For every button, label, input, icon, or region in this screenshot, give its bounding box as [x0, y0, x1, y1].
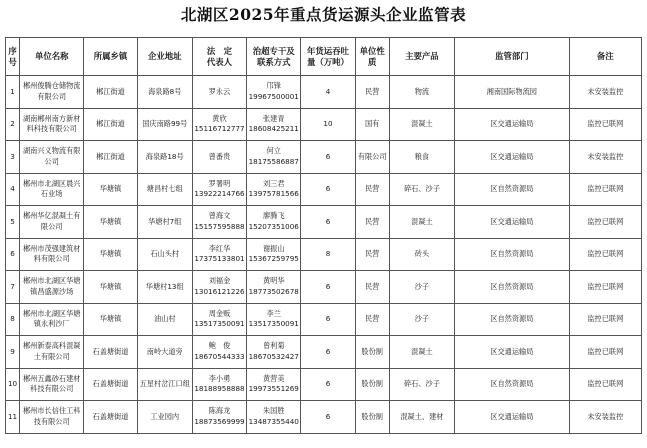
cell-remark: 未安装监控: [569, 76, 641, 109]
cell-town: 郴江街道: [84, 141, 137, 174]
cell-contact: 黄营美 19973551269: [247, 368, 301, 401]
cell-representative: 罗永云: [192, 76, 246, 109]
cell-nature: 有限公司: [355, 141, 389, 174]
cell-contact: 谢振山 15367259795: [247, 238, 301, 271]
cell-contact: 廖腾飞 15207351006: [247, 206, 301, 239]
cell-representative: 周金贩 13517350091: [192, 303, 246, 336]
header-seq: 序号: [6, 38, 20, 76]
cell-department: 区交通运输局: [455, 336, 570, 369]
cell-nature: 民营: [355, 206, 389, 239]
cell-representative: 黄欣 15116712777: [192, 108, 246, 141]
cell-seq: 5: [6, 206, 20, 239]
cell-volume: 4: [301, 76, 355, 109]
cell-nature: 国有: [355, 108, 389, 141]
cell-department: 湘南国际物流园: [455, 76, 570, 109]
cell-unit-name: 郴州市茂强建筑材料有限公司: [20, 238, 84, 271]
cell-unit-name: 郴州华亿混凝土有限公司: [20, 206, 84, 239]
cell-seq: 9: [6, 336, 20, 369]
cell-product: 碎石、沙子: [389, 368, 454, 401]
table-row: [6, 336, 642, 369]
cell-unit-name: 郴州市北湖区晨兴石业场: [20, 173, 84, 206]
cell-town: 华塘镇: [84, 271, 137, 304]
header-nature: 单位性 质: [355, 38, 389, 76]
cell-remark: 监控已联网: [569, 368, 641, 401]
cell-town: 郴江街道: [84, 108, 137, 141]
cell-volume: 6: [301, 303, 355, 336]
cell-remark: 监控已联网: [569, 206, 641, 239]
table-row: [6, 271, 642, 304]
cell-department: 区交通运输局: [455, 206, 570, 239]
cell-remark: 未安装监控: [569, 141, 641, 174]
cell-contact: 张建青 18608425211: [247, 108, 301, 141]
cell-volume: 6: [301, 368, 355, 401]
cell-seq: 2: [6, 108, 20, 141]
cell-remark: 监控已联网: [569, 173, 641, 206]
cell-representative: 陈海龙 18873569999: [192, 401, 246, 434]
cell-department: 区自然资源局: [455, 173, 570, 206]
cell-product: 碎石、沙子: [389, 173, 454, 206]
cell-department: 区自然资源局: [455, 303, 570, 336]
cell-representative: 曾海文 15157595888: [192, 206, 246, 239]
cell-representative: 李红华 17375133801: [192, 238, 246, 271]
header-volume: 年货运吞吐 量（万吨）: [301, 38, 355, 76]
cell-address: 塘昌村七组: [137, 173, 192, 206]
cell-nature: 民营: [355, 173, 389, 206]
cell-product: 沙子: [389, 271, 454, 304]
table-row: [6, 401, 642, 434]
cell-address: 油山村: [137, 303, 192, 336]
table-row: [6, 303, 642, 336]
table-row: [6, 173, 642, 206]
cell-representative: 刘福金 13016121226: [192, 271, 246, 304]
cell-contact: 黄明华 18773502678: [247, 271, 301, 304]
cell-product: 物流: [389, 76, 454, 109]
cell-department: 区交通运输局: [455, 141, 570, 174]
cell-town: 石盖塘街道: [84, 368, 137, 401]
cell-address: 海泉路18号: [137, 141, 192, 174]
cell-unit-name: 郴州俊腾仓储物流有限公司: [20, 76, 84, 109]
cell-department: 区自然资源局: [455, 238, 570, 271]
table-body: [6, 76, 642, 434]
cell-address: 五星村岔江口组: [137, 368, 192, 401]
cell-department: 区自然资源局: [455, 368, 570, 401]
cell-seq: 11: [6, 401, 20, 434]
cell-representative: 曾番贵: [192, 141, 246, 174]
cell-unit-name: 郴州五鑫砂石建材科技有限公司: [20, 368, 84, 401]
cell-nature: 股份制: [355, 368, 389, 401]
cell-volume: 6: [301, 206, 355, 239]
cell-unit-name: 郴州市北湖区华塘镇永利沙厂: [20, 303, 84, 336]
cell-nature: 股份制: [355, 401, 389, 434]
cell-seq: 3: [6, 141, 20, 174]
cell-volume: 10: [301, 108, 355, 141]
header-name: 单位名称: [20, 38, 84, 76]
cell-unit-name: 湖南兴义物流有限公司: [20, 141, 84, 174]
cell-remark: 监控已联网: [569, 108, 641, 141]
cell-remark: 监控已联网: [569, 271, 641, 304]
cell-unit-name: 郴州新泰高科混凝土有限公司: [20, 336, 84, 369]
cell-address: 国庆南路99号: [137, 108, 192, 141]
cell-seq: 7: [6, 271, 20, 304]
cell-address: 华塘村13组: [137, 271, 192, 304]
cell-contact: 刘三君 13975781566: [247, 173, 301, 206]
cell-department: 区交通运输局: [455, 401, 570, 434]
cell-department: 区交通运输局: [455, 108, 570, 141]
table-row: [6, 206, 642, 239]
cell-town: 华塘镇: [84, 206, 137, 239]
cell-contact: 曾利菊 18670532427: [247, 336, 301, 369]
cell-nature: 民营: [355, 271, 389, 304]
cell-product: 砖头: [389, 238, 454, 271]
cell-product: 粮食: [389, 141, 454, 174]
cell-nature: 民营: [355, 303, 389, 336]
cell-contact: 邝锋 19967500001: [247, 76, 301, 109]
cell-volume: 8: [301, 238, 355, 271]
cell-town: 华塘镇: [84, 238, 137, 271]
cell-volume: 6: [301, 173, 355, 206]
cell-contact: 何立 18175586887: [247, 141, 301, 174]
cell-product: 沙子: [389, 303, 454, 336]
cell-representative: 罗署明 13922214766: [192, 173, 246, 206]
header-department: 监管部门: [455, 38, 570, 76]
cell-product: 混凝土: [389, 206, 454, 239]
cell-address: 海泉路8号: [137, 76, 192, 109]
cell-unit-name: 湖南郴州南方新材料科技有限公司: [20, 108, 84, 141]
cell-representative: 鲍 俊 18670544333: [192, 336, 246, 369]
header-representative: 法 定 代表人: [192, 38, 246, 76]
cell-product: 混凝土、建材: [389, 401, 454, 434]
table-row: [6, 141, 642, 174]
cell-product: 混凝土: [389, 108, 454, 141]
cell-product: 混凝土: [389, 336, 454, 369]
cell-contact: 朱国胜 13487355440: [247, 401, 301, 434]
cell-unit-name: 郴州市长信住工科技有限公司: [20, 401, 84, 434]
cell-address: 石山头村: [137, 238, 192, 271]
cell-volume: 6: [301, 401, 355, 434]
cell-nature: 股份制: [355, 336, 389, 369]
table-header-row: [6, 38, 642, 76]
cell-remark: 监控已联网: [569, 303, 641, 336]
header-town: 所属乡镇: [84, 38, 137, 76]
table-row: [6, 76, 642, 109]
cell-volume: 6: [301, 336, 355, 369]
header-product: 主要产品: [389, 38, 454, 76]
cell-seq: 10: [6, 368, 20, 401]
cell-town: 华塘镇: [84, 303, 137, 336]
cell-address: 华塘村7组: [137, 206, 192, 239]
table-row: [6, 238, 642, 271]
table-row: [6, 368, 642, 401]
cell-town: 华塘镇: [84, 173, 137, 206]
cell-seq: 8: [6, 303, 20, 336]
enterprise-table: [5, 37, 642, 434]
cell-nature: 民营: [355, 76, 389, 109]
cell-representative: 李小勇 18188958888: [192, 368, 246, 401]
cell-town: 郴江街道: [84, 76, 137, 109]
document-title: 北湖区2025年重点货运源头企业监管表: [180, 5, 467, 24]
cell-unit-name: 郴州市北湖区华塘镇昌盛源沙场: [20, 271, 84, 304]
cell-department: 区自然资源局: [455, 271, 570, 304]
cell-town: 石盖塘街道: [84, 336, 137, 369]
cell-seq: 4: [6, 173, 20, 206]
table-row: [6, 108, 642, 141]
cell-volume: 6: [301, 271, 355, 304]
cell-nature: 民营: [355, 238, 389, 271]
cell-address: 南岭大道旁: [137, 336, 192, 369]
cell-seq: 6: [6, 238, 20, 271]
cell-contact: 李兰 13517350091: [247, 303, 301, 336]
cell-address: 工业园内: [137, 401, 192, 434]
cell-seq: 1: [6, 76, 20, 109]
header-remark: 备注: [569, 38, 641, 76]
cell-volume: 6: [301, 141, 355, 174]
cell-remark: 未安装监控: [569, 401, 641, 434]
cell-remark: 监控已联网: [569, 238, 641, 271]
header-contact: 治超专干及 联系方式: [247, 38, 301, 76]
cell-town: 石盖塘街道: [84, 401, 137, 434]
cell-remark: 监控已联网: [569, 336, 641, 369]
header-address: 企业地址: [137, 38, 192, 76]
